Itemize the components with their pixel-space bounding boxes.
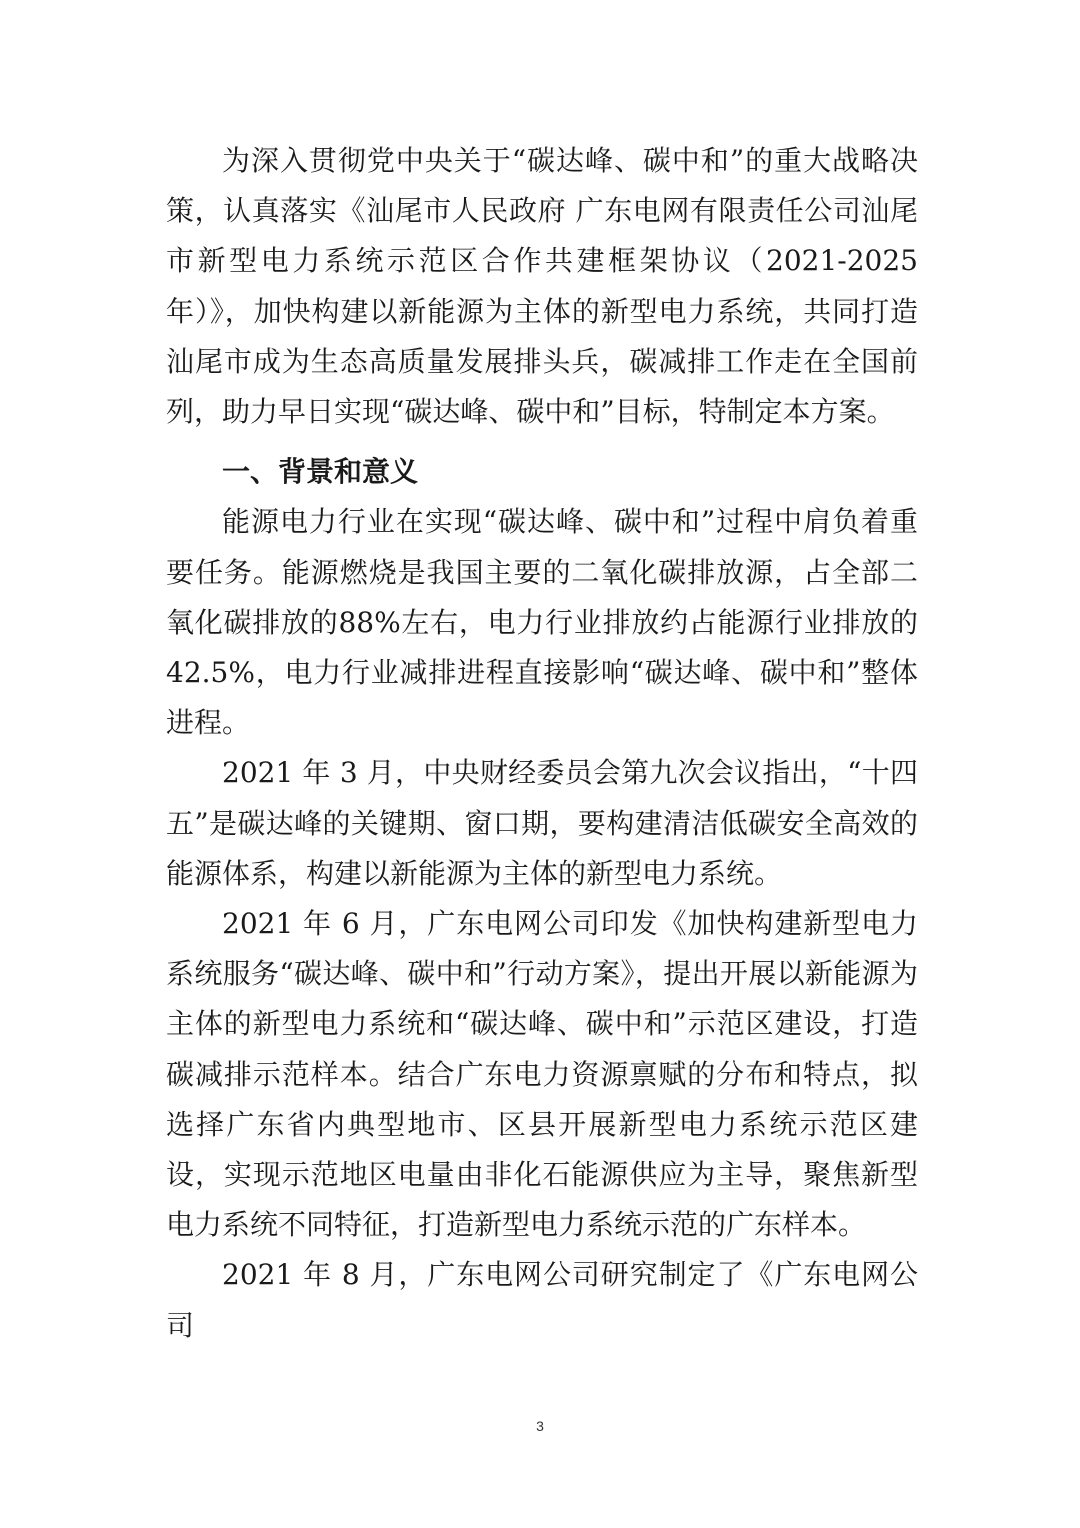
page-number: 3 xyxy=(536,1418,544,1434)
paragraph-august-2021: 2021 年 8 月，广东电网公司研究制定了《广东电网公司 xyxy=(166,1258,918,1342)
paragraph-march-2021: 2021 年 3 月，中央财经委员会第九次会议指出，“十四五”是碳达峰的关键期、窗口期，要构建清洁低碳安全高效的能源体系，构建以新能源为主体的新型电力系统。 xyxy=(166,756,918,890)
paragraph-background: 能源电力行业在实现“碳达峰、碳中和”过程中肩负着重要任务。能源燃烧是我国主要的二氧化碳排放源，占全部二氧化碳排放的88%左右，电力行业排放约占能源行业排放的 42.5%，电力行业减排进程直接影响“碳达峰、碳中和”整体进程。 xyxy=(166,505,918,740)
document-body xyxy=(166,136,918,1351)
intro-paragraph: 为深入贯彻党中央关于“碳达峰、碳中和”的重大战略决策，认真落实《汕尾市人民政府 广东电网有限责任公司汕尾市新型电力系统示范区合作共建框架协议（2021-2025年）》，加快构建以新能源为主体的新型电力系统，共同打造汕尾市成为生态高质量发展排头兵，碳减排工作走在全国前列，助力早日实现“碳达峰、碳中和”目标，特制定本方案。 xyxy=(166,144,918,429)
paragraph-june-2021: 2021 年 6 月，广东电网公司印发《加快构建新型电力系统服务“碳达峰、碳中和”行动方案》，提出开展以新能源为主体的新型电力系统和“碳达峰、碳中和”示范区建设，打造碳减排示范样本。结合广东电力资源禀赋的分布和特点，拟选择广东省内典型地市、区县开展新型电力系统示范区建设，实现示范地区电量由非化石能源供应为主导，聚焦新型电力系统不同特征，打造新型电力系统示范的广东样本。 xyxy=(166,907,918,1242)
section-heading: 一、背景和意义 xyxy=(222,455,419,489)
